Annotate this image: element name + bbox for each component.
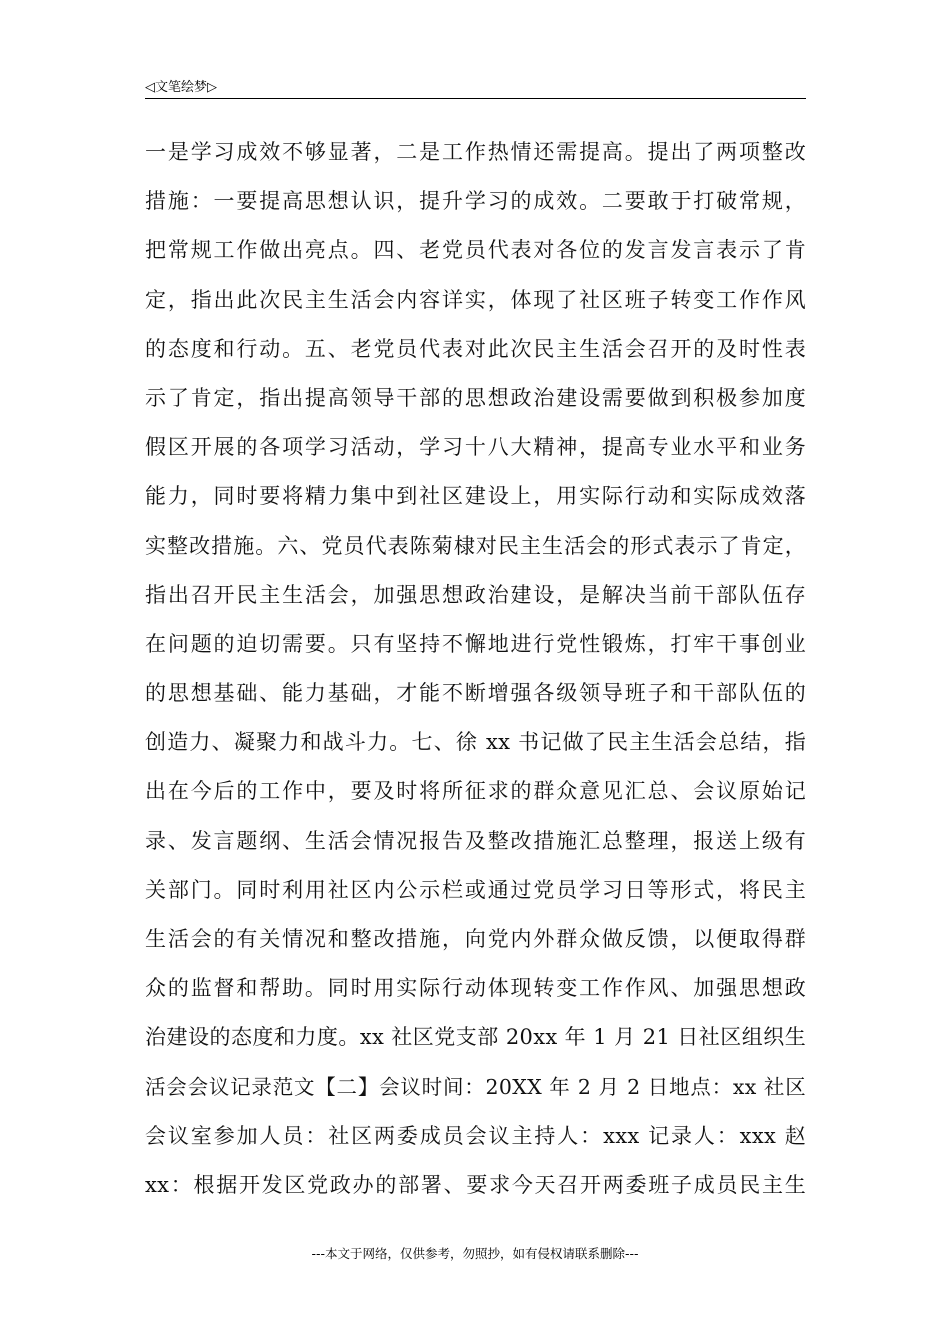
text-line: 示了肯定，指出提高领导干部的思想政治建设需要做到积极参加度 xyxy=(145,385,806,410)
page-footer: ---本文于网络，仅供参考，勿照抄，如有侵权请联系删除--- xyxy=(311,1246,639,1261)
text-line: 创造力、凝聚力和战斗力。七、徐 xx 书记做了民主生活会总结，指 xyxy=(145,730,806,755)
text-line: 能力，同时要将精力集中到社区建设上，用实际行动和实际成效落 xyxy=(145,484,806,509)
text-line: 措施：一要提高思想认识，提升学习的成效。二要敢于打破常规， xyxy=(145,189,806,214)
document-body xyxy=(145,128,806,1210)
text-line: 把常规工作做出亮点。四、老党员代表对各位的发言发言表示了肯 xyxy=(145,238,806,263)
text-line: 在问题的迫切需要。只有坚持不懈地进行党性锻炼，打牢干事创业 xyxy=(145,631,806,656)
text-line: 定，指出此次民主生活会内容详实，体现了社区班子转变工作作风 xyxy=(145,287,806,312)
page-header xyxy=(145,74,806,99)
header-title: ◁文笔绘梦▷ xyxy=(145,80,217,95)
text-line: 的思想基础、能力基础，才能不断增强各级领导班子和干部队伍的 xyxy=(145,681,806,706)
text-line: 的态度和行动。五、老党员代表对此次民主生活会召开的及时性表 xyxy=(145,336,806,361)
text-line: 活会会议记录范文【二】会议时间：20XX 年 2 月 2 日地点：xx 社区 xyxy=(145,1074,806,1099)
text-line: 假区开展的各项学习活动，学习十八大精神，提高专业水平和业务 xyxy=(145,435,806,460)
text-line: 生活会的有关情况和整改措施，向党内外群众做反馈，以便取得群 xyxy=(145,927,806,951)
text-line: 关部门。同时利用社区内公示栏或通过党员学习日等形式，将民主 xyxy=(145,877,806,902)
text-line: 治建设的态度和力度。xx 社区党支部 20xx 年 1 月 21 日社区组织生 xyxy=(145,1025,806,1050)
text-line: 一是学习成效不够显著，二是工作热情还需提高。提出了两项整改 xyxy=(145,140,806,164)
text-line: xx：根据开发区党政办的部署、要求今天召开两委班子成员民主生 xyxy=(145,1172,806,1197)
text-line: 众的监督和帮助。同时用实际行动体现转变工作作风、加强思想政 xyxy=(145,976,806,1001)
text-line: 录、发言题纲、生活会情况报告及整改措施汇总整理，报送上级有 xyxy=(145,828,806,853)
text-line: 实整改措施。六、党员代表陈菊棣对民主生活会的形式表示了肯定， xyxy=(145,533,806,558)
text-line: 出在今后的工作中，要及时将所征求的群众意见汇总、会议原始记 xyxy=(145,779,806,804)
text-line: 会议室参加人员：社区两委成员会议主持人：xxx 记录人：xxx 赵 xyxy=(145,1123,806,1148)
text-line: 指出召开民主生活会，加强思想政治建设，是解决当前干部队伍存 xyxy=(145,582,806,607)
